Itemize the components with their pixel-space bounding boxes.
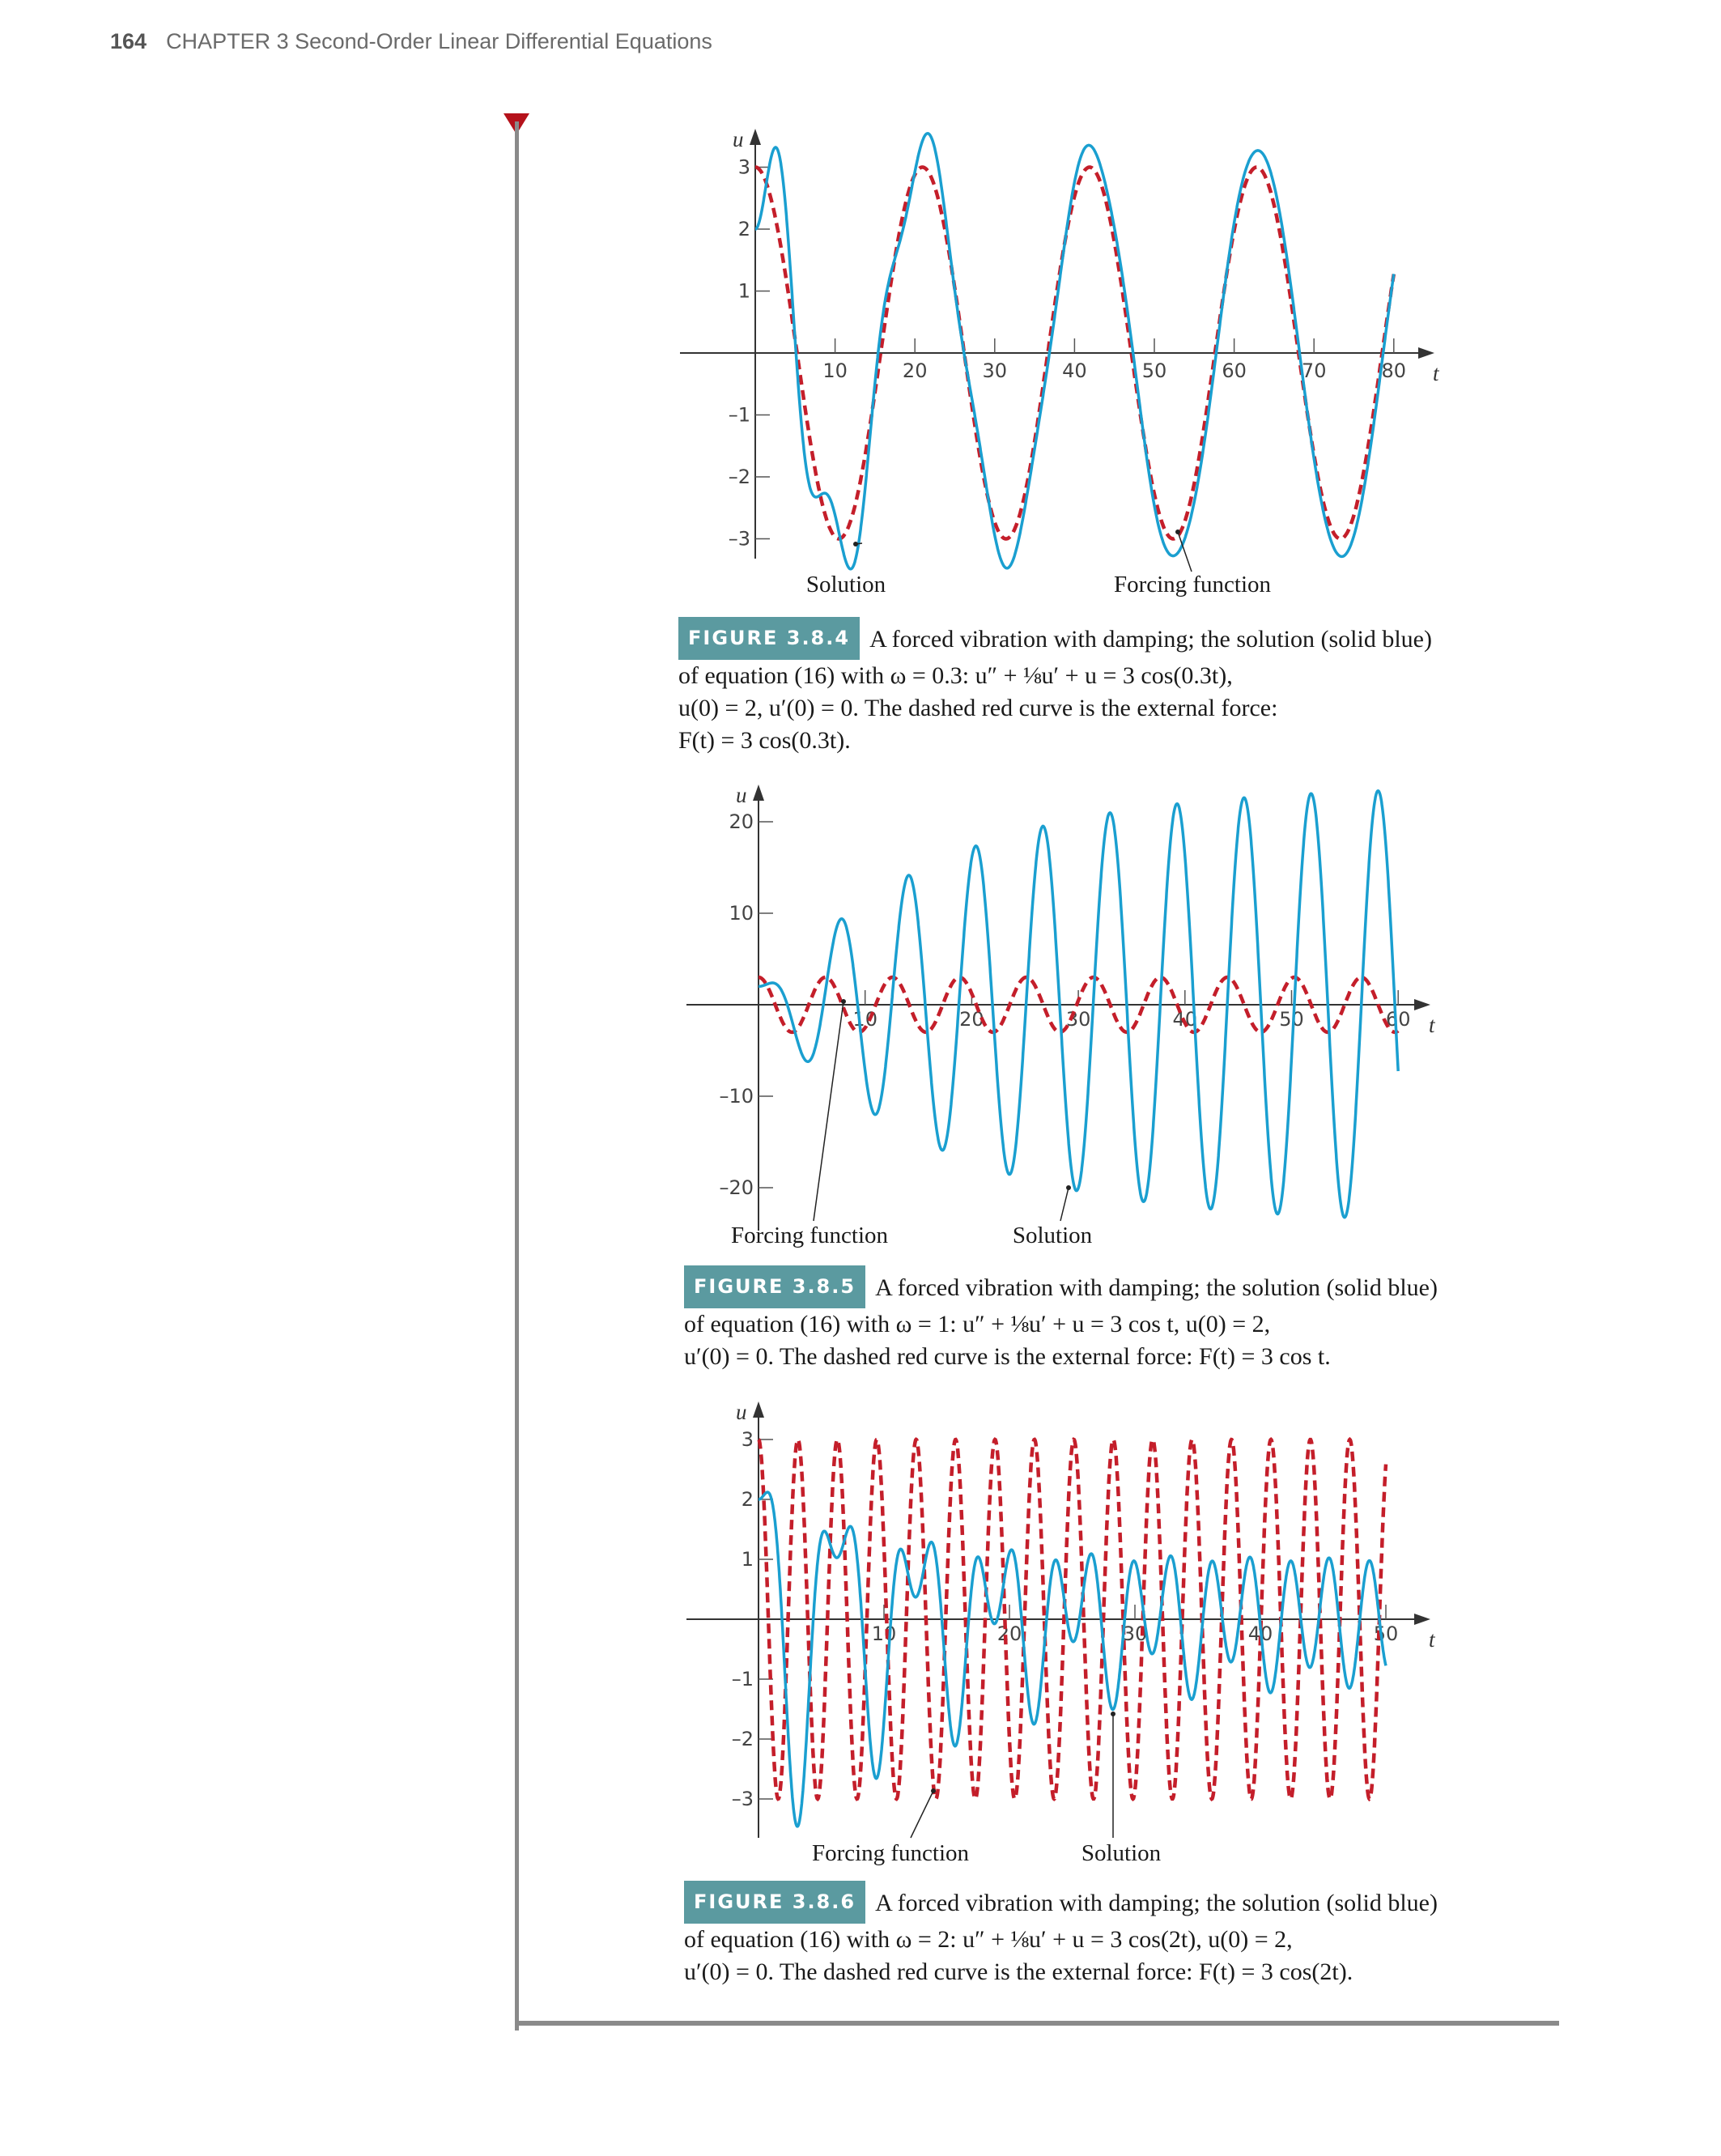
forcing-leader-line <box>911 1791 933 1838</box>
x-tick-label: 10 <box>822 359 848 382</box>
y-tick-label: –1 <box>731 1668 754 1690</box>
x-tick-label: 10 <box>871 1622 897 1645</box>
y-tick-label: –2 <box>728 466 750 488</box>
forcing-leader-tip <box>931 1788 936 1793</box>
chapter-title: CHAPTER 3 Second-Order Linear Differential Equations <box>166 29 712 53</box>
x-tick-label: 40 <box>1172 1008 1198 1031</box>
x-tick-label: 60 <box>1385 1008 1411 1031</box>
caption-line: of equation (16) with ω = 0.3: u″ + ⅛u′ + u = 3 cos(0.3t), <box>678 662 1233 689</box>
caption-line: F(t) = 3 cos(0.3t). <box>678 727 851 754</box>
caption-line: of equation (16) with ω = 1: u″ + ⅛u′ + u = 3 cos t, u(0) = 2, <box>684 1311 1271 1337</box>
y-tick-label: 2 <box>737 218 750 240</box>
forcing-function-annotation: Forcing function <box>811 1840 970 1866</box>
figure-3-8-5-caption <box>684 1265 1438 1373</box>
solution-leader-tip <box>1111 1712 1115 1716</box>
chart-3-8-6 <box>686 1400 1436 1866</box>
caption-line: u′(0) = 0. The dashed red curve is the external force: F(t) = 3 cos t. <box>684 1343 1331 1370</box>
y-tick-label: –20 <box>719 1176 754 1199</box>
solution-annotation: Solution <box>1012 1223 1093 1248</box>
forcing-function-annotation: Forcing function <box>1113 572 1272 597</box>
figure-label: FIGURE 3.8.5 <box>684 1265 865 1308</box>
y-tick-label: 20 <box>729 810 754 833</box>
y-tick-label: 3 <box>741 1428 754 1451</box>
figure-3-8-4-caption <box>678 617 1432 757</box>
y-tick-label: 1 <box>737 279 750 303</box>
x-tick-label: 20 <box>996 1622 1022 1645</box>
x-tick-label: 30 <box>1065 1008 1091 1031</box>
x-tick-label: 30 <box>982 359 1008 382</box>
solution-annotation: Solution <box>1081 1840 1162 1866</box>
solution-annotation: Solution <box>805 572 886 597</box>
figure-label: FIGURE 3.8.4 <box>678 617 860 660</box>
x-tick-label: 10 <box>852 1008 877 1031</box>
y-axis-label: u <box>736 783 747 807</box>
x-axis-label: t <box>1429 1013 1435 1037</box>
caption-line: of equation (16) with ω = 2: u″ + ⅛u′ + u = 3 cos(2t), u(0) = 2, <box>684 1926 1293 1953</box>
y-axis-label: u <box>733 127 744 151</box>
caption-line: A forced vibration with damping; the solution (solid blue) <box>869 626 1432 653</box>
y-tick-label: –10 <box>719 1085 754 1108</box>
x-tick-label: 30 <box>1122 1622 1148 1645</box>
x-tick-label: 20 <box>959 1008 984 1031</box>
x-tick-label: 40 <box>1062 359 1087 382</box>
y-tick-label: 3 <box>737 155 750 179</box>
y-tick-label: –3 <box>731 1788 754 1810</box>
y-tick-label: –2 <box>731 1728 754 1750</box>
figure-3-8-6-caption <box>684 1881 1438 1988</box>
y-tick-label: 2 <box>741 1488 754 1511</box>
x-axis-label: t <box>1429 1627 1435 1652</box>
x-tick-label: 80 <box>1381 359 1407 382</box>
caption-line: A forced vibration with damping; the solution (solid blue) <box>875 1274 1438 1301</box>
x-tick-label: 60 <box>1222 359 1247 382</box>
x-tick-label: 70 <box>1301 359 1327 382</box>
x-tick-label: 50 <box>1279 1008 1304 1031</box>
x-tick-label: 50 <box>1373 1622 1399 1645</box>
x-axis-label: t <box>1433 361 1439 385</box>
forcing-function-annotation: Forcing function <box>730 1223 889 1248</box>
caption-line: u(0) = 2, u′(0) = 0. The dashed red curve is the external force: <box>678 695 1278 721</box>
caption-line: u′(0) = 0. The dashed red curve is the external force: F(t) = 3 cos(2t). <box>684 1958 1353 1985</box>
y-axis-arrow <box>753 1401 764 1418</box>
x-axis-arrow <box>1414 1614 1430 1625</box>
y-tick-label: 1 <box>741 1548 754 1571</box>
x-tick-label: 50 <box>1141 359 1167 382</box>
figure-label: FIGURE 3.8.6 <box>684 1881 865 1924</box>
y-tick-label: –3 <box>728 527 750 551</box>
x-tick-label: 40 <box>1247 1622 1273 1645</box>
solution-curve <box>759 1492 1386 1826</box>
x-tick-label: 20 <box>902 359 928 382</box>
y-tick-label: 10 <box>729 902 754 925</box>
y-tick-label: –1 <box>728 403 750 427</box>
page-number: 164 <box>110 29 147 53</box>
caption-line: A forced vibration with damping; the solution (solid blue) <box>875 1890 1438 1916</box>
y-axis-label: u <box>736 1400 747 1424</box>
